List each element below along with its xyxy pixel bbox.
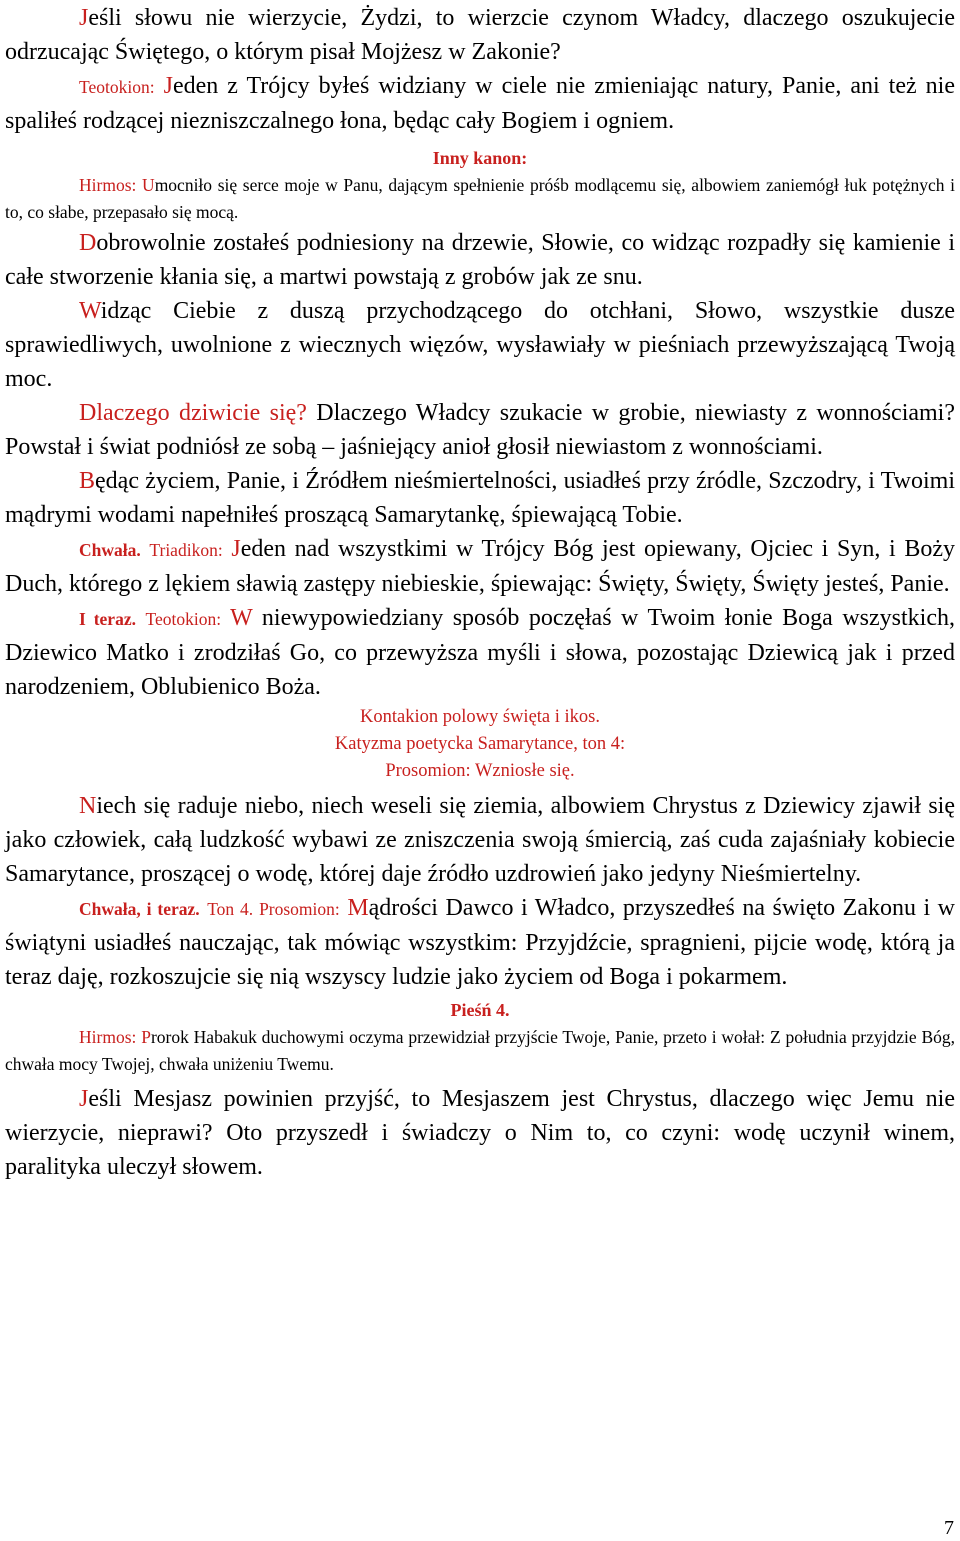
section-heading: Inny kanon: bbox=[432, 148, 528, 168]
rubric-bold-label: Chwała. bbox=[79, 540, 141, 560]
initial-capital: B bbox=[79, 468, 96, 494]
paragraph-text: ędąc życiem, Panie, i Źródłem nieśmiertelności, usiadłeś przy źródle, Szczodry, i Twoimi mądrymi wodami napełniłeś proszącą Samarytankę, śpiewającą Tobie. bbox=[5, 468, 955, 528]
page-number: 7 bbox=[944, 1517, 954, 1539]
hirmos-paragraph bbox=[5, 172, 955, 226]
initial-capital: M bbox=[347, 895, 369, 921]
rubric-centerline: Katyzma poetycka Samarytance, ton 4: bbox=[334, 734, 626, 754]
initial-capital: J bbox=[79, 1086, 89, 1112]
paragraph-text: obrowolnie zostałeś podniesiony na drzewie, Słowie, co widząc rozpadły się kamienie i całe stworzenie kłania się, a martwi powstają z grobów jak ze snu. bbox=[5, 230, 955, 290]
initial-capital: N bbox=[79, 793, 97, 819]
initial-capital: W bbox=[79, 298, 101, 324]
hirmos-paragraph bbox=[5, 1024, 955, 1078]
initial-capital: J bbox=[163, 73, 173, 99]
initial-capital: D bbox=[79, 230, 97, 256]
red-refrain: laczego dziwicie się? bbox=[96, 400, 307, 426]
rubric-label: Teotokion: bbox=[79, 77, 155, 97]
troparion-paragraph bbox=[5, 1082, 955, 1184]
paragraph-text: idząc Ciebie z duszą przychodzącego do otchłani, Słowo, wszystkie dusze sprawiedliwych, uwolnione z wiecznych więzów, wysławiały w pieśniach przewyższającą Twoją moc. bbox=[5, 298, 955, 392]
initial-capital: J bbox=[79, 5, 89, 31]
rubric-label: Triadikon: bbox=[149, 540, 223, 560]
rubric-centerline: Kontakion polowy święta i ikos. bbox=[360, 707, 600, 727]
rubric-label: Hirmos: bbox=[79, 1027, 137, 1047]
troparion-paragraph bbox=[5, 226, 955, 294]
paragraph-text: eśli słowu nie wierzycie, Żydzi, to wierzcie czynom Władcy, dlaczego oszukujecie odrzucając Świętego, o którym pisał Mojżesz w Zakonie? bbox=[5, 5, 955, 65]
paragraph-text: niewypowiedziany sposób poczęłaś w Twoim łonie Boga wszystkich, Dziewico Matko i zrodziłaś Go, co przewyższa myśli i słowa, pozostając Dziewicą jak i przed narodzeniem, Oblubienico Boża. bbox=[5, 605, 955, 700]
initial-capital: J bbox=[231, 536, 241, 562]
initial-capital: P bbox=[141, 1027, 151, 1047]
troparion-paragraph bbox=[5, 396, 955, 464]
prosomion-paragraph bbox=[5, 891, 955, 994]
paragraph-text: rorok Habakuk duchowymi oczyma przewidział przyjście Twoje, Panie, przeto i wołał: Z południa przyjdzie Bóg, chwała mocy Twojej, chwała uniżeniu Twemu. bbox=[5, 1027, 956, 1074]
initial-capital: D bbox=[79, 400, 97, 426]
triadikon-paragraph bbox=[5, 532, 955, 601]
initial-capital: W bbox=[230, 605, 253, 631]
troparion-paragraph bbox=[5, 294, 955, 396]
rubric-centerline: Prosomion: Wzniosłe się. bbox=[385, 761, 575, 781]
paragraph-text: ądrości Dawco i Władco, przyszedłeś na święto Zakonu i w świątyni usiadłeś nauczając, tak mówiąc wszystkim: Przyjdźcie, spragnieni, pijcie wodę, którą ja teraz daję, rozkoszujcie się nią wszyscy ludzie jako życiem od Boga i pokarmem. bbox=[5, 895, 956, 990]
theotokion-paragraph bbox=[5, 69, 955, 138]
rubric-label: Teotokion: bbox=[145, 609, 222, 629]
paragraph-text: eden nad wszystkimi w Trójcy Bóg jest opiewany, Ojciec i Syn, i Boży Duch, którego z lękiem sławią zastępy niebieskie, śpiewając: Święty, Święty, Święty jesteś, Panie. bbox=[5, 536, 956, 597]
rubric-label: Ton 4. Prosomion: bbox=[207, 899, 340, 919]
paragraph-text: eden z Trójcy byłeś widziany w ciele nie zmieniając natury, Panie, ani też nie spaliłeś rodzącej niezniszczalnego łona, będąc cały Bogiem i ogniem. bbox=[5, 73, 955, 134]
troparion-paragraph bbox=[5, 464, 955, 532]
rubric-bold-label: Chwała, i teraz. bbox=[79, 899, 200, 919]
paragraph-text: eśli Mesjasz powinien przyjść, to Mesjaszem jest Chrystus, dlaczego więc Jemu nie wierzycie, nieprawi? Oto przyszedł i świadczy o Nim to, co czyni: wodę uczynił winem, paralityka uleczył słowem. bbox=[5, 1086, 955, 1180]
troparion-paragraph bbox=[5, 1, 955, 69]
kathisma-paragraph bbox=[5, 789, 955, 891]
paragraph-text: mocniło się serce moje w Panu, dającym spełnienie próśb modlącemu się, albowiem zaniemógł łuk potężnych i to, co słabe, przepasało się mocą. bbox=[5, 175, 956, 222]
rubric-label: Hirmos: bbox=[79, 175, 137, 195]
paragraph-text: Dlaczego Władcy szukacie w grobie, niewiasty z wonnościami? Powstał i świat podniósł ze sobą – jaśniejący anioł głosił niewiastom z wonnościami. bbox=[5, 400, 955, 460]
theotokion-paragraph bbox=[5, 601, 955, 704]
rubric-bold-label: I teraz. bbox=[79, 609, 136, 629]
section-heading: Pieśń 4. bbox=[450, 1000, 510, 1020]
paragraph-text: iech się raduje niebo, niech weseli się ziemia, albowiem Chrystus z Dziewicy zjawił się jako człowiek, całą ludzkość wybawi ze zniszczenia swoją śmiercią, zaś cuda zajaśniały kobiecie Samarytance, proszącej o wodę, której daje źródło uzdrowień jako jedyny Nieśmiertelny. bbox=[5, 793, 955, 887]
initial-capital: U bbox=[142, 175, 155, 195]
